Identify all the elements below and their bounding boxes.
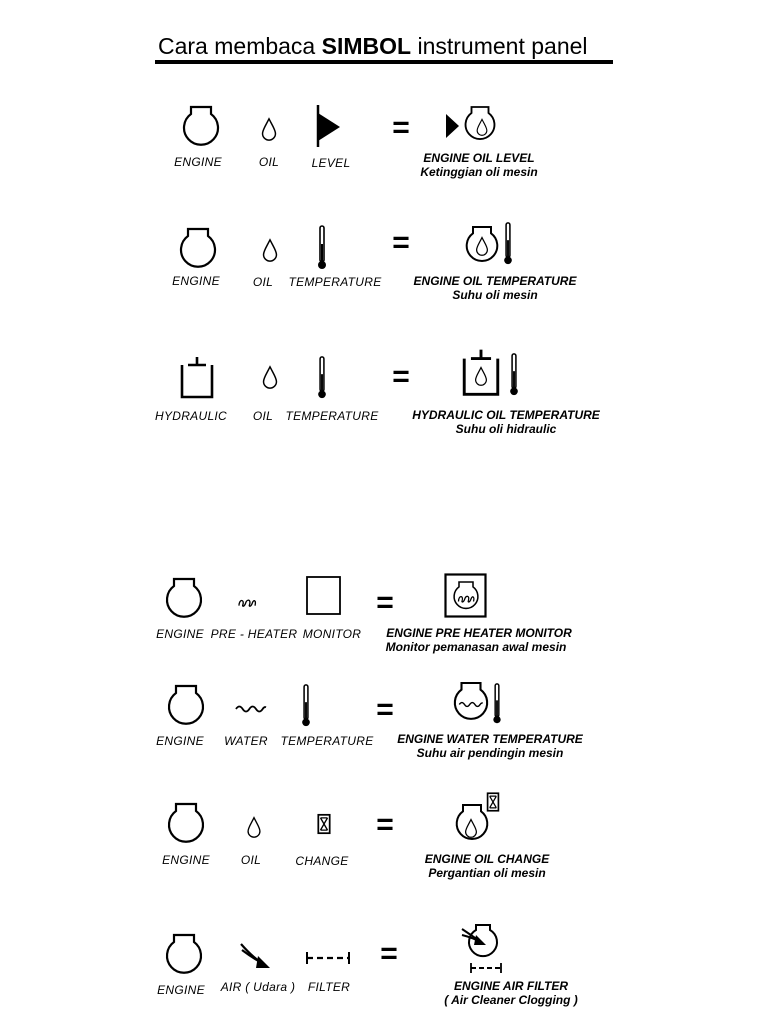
title-bold: SIMBOL — [321, 33, 412, 59]
result-subtitle: Ketinggian oli mesin — [420, 165, 538, 179]
equals-sign: = — [376, 693, 394, 726]
result-title: ENGINE PRE HEATER MONITOR — [386, 626, 572, 640]
label-change: CHANGE — [295, 854, 349, 868]
thermometer-icon — [501, 221, 515, 267]
label-water: WATER — [224, 734, 268, 748]
title-pre: Cara membaca — [158, 33, 322, 59]
oil-drop-icon — [475, 118, 489, 136]
label-pre-heater: PRE - HEATER — [210, 627, 298, 641]
oil-drop-icon — [463, 818, 479, 838]
label-air: AIR ( Udara ) — [220, 980, 296, 994]
engine-icon — [164, 932, 204, 978]
oil-drop-icon — [245, 816, 263, 838]
label-monitor: MONITOR — [302, 627, 362, 641]
result-subtitle: Suhu air pendingin mesin — [416, 746, 564, 760]
oil-drop-icon — [260, 365, 280, 389]
engine-icon — [164, 576, 204, 622]
label-oil: OIL — [240, 853, 262, 867]
oil-drop-icon — [474, 236, 490, 256]
label-engine: ENGINE — [174, 155, 222, 169]
equals-sign: = — [380, 937, 398, 970]
thermometer-icon — [490, 682, 504, 726]
thermometer-icon — [507, 352, 521, 398]
page-title — [158, 33, 588, 60]
label-engine: ENGINE — [156, 734, 204, 748]
hourglass-icon — [317, 813, 331, 835]
equals-sign: = — [376, 586, 394, 619]
pre-heater-coil-icon — [237, 597, 257, 609]
engine-icon — [181, 104, 221, 150]
filter-dashed-icon — [469, 962, 503, 974]
result-subtitle: Pergantian oli mesin — [428, 866, 546, 880]
engine-icon — [166, 801, 206, 847]
oil-drop-icon — [260, 238, 280, 262]
engine-icon — [166, 683, 206, 729]
result-subtitle: Suhu oli hidraulic — [455, 422, 557, 436]
result-title: ENGINE WATER TEMPERATURE — [397, 732, 583, 746]
label-engine: ENGINE — [156, 627, 204, 641]
hydraulic-tank-icon — [180, 354, 214, 400]
equals-sign: = — [392, 360, 410, 393]
result-title: ENGINE OIL LEVEL — [423, 151, 535, 165]
result-subtitle: ( Air Cleaner Clogging ) — [444, 993, 578, 1007]
water-wave-icon — [458, 700, 484, 709]
result-title: ENGINE OIL CHANGE — [424, 852, 550, 866]
title-underline — [155, 60, 613, 64]
monitor-square-icon — [306, 576, 342, 616]
result-title: ENGINE OIL TEMPERATURE — [413, 274, 577, 288]
result-subtitle: Suhu oli mesin — [452, 288, 538, 302]
label-oil: OIL — [252, 409, 274, 423]
label-filter: FILTER — [307, 980, 351, 994]
equals-sign: = — [392, 111, 410, 144]
label-engine: ENGINE — [172, 274, 220, 288]
equals-sign: = — [392, 226, 410, 259]
air-flow-arrow-icon — [238, 940, 274, 972]
label-hydraulic: HYDRAULIC — [154, 409, 228, 423]
label-oil: OIL — [258, 155, 280, 169]
label-engine: ENGINE — [162, 853, 210, 867]
water-wave-icon — [234, 704, 268, 714]
result-subtitle: Monitor pemanasan awal mesin — [385, 640, 567, 654]
oil-drop-icon — [259, 117, 279, 141]
result-title: ENGINE AIR FILTER — [454, 979, 568, 993]
thermometer-icon — [315, 224, 329, 272]
title-post: instrument panel — [411, 33, 588, 59]
thermometer-icon — [315, 355, 329, 401]
label-oil: OIL — [252, 275, 274, 289]
level-triangle-icon — [444, 110, 460, 142]
engine-icon — [178, 226, 218, 272]
oil-drop-icon — [473, 366, 489, 386]
result-title: HYDRAULIC OIL TEMPERATURE — [412, 408, 600, 422]
label-engine: ENGINE — [157, 983, 205, 997]
thermometer-icon — [299, 683, 313, 729]
level-triangle-icon — [316, 105, 342, 147]
label-temperature: TEMPERATURE — [288, 275, 382, 289]
filter-dashed-icon — [305, 951, 351, 965]
hourglass-icon — [486, 792, 500, 812]
equals-sign: = — [376, 808, 394, 841]
pre-heater-coil-icon — [456, 594, 476, 604]
label-temperature: TEMPERATURE — [285, 409, 379, 423]
label-temperature: TEMPERATURE — [280, 734, 374, 748]
label-level: LEVEL — [311, 156, 351, 170]
